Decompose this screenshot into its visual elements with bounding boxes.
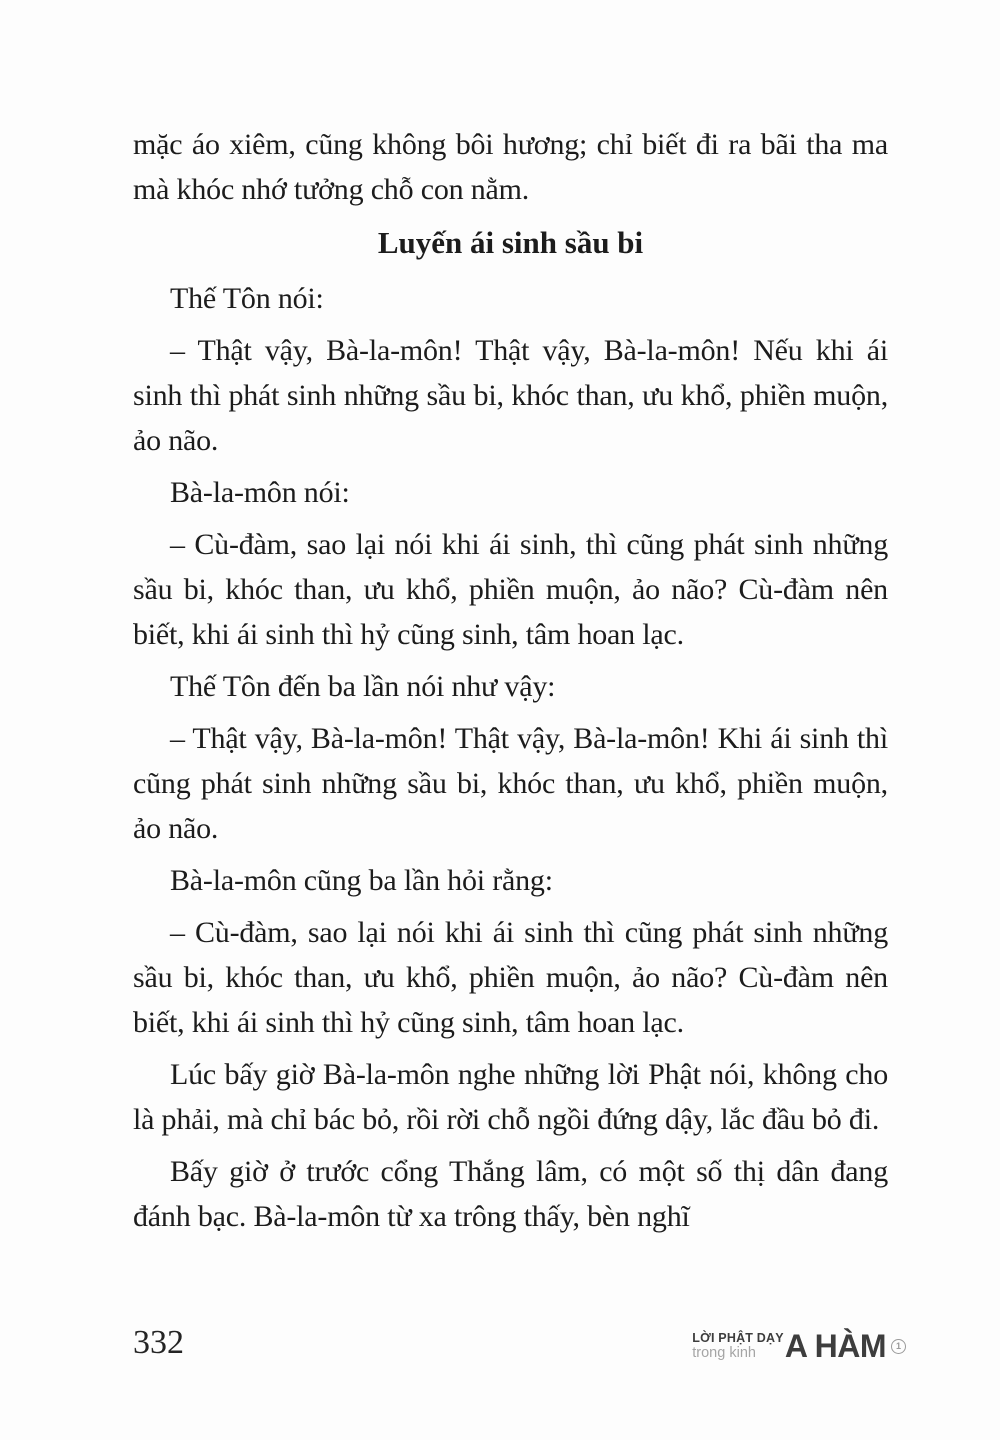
body-paragraph: – Cù-đàm, sao lại nói khi ái sinh, thì cũng phát sinh những sầu bi, khóc than, ưu khổ, phiền muộn, ảo não? Cù-đàm nên biết, khi ái sinh thì hỷ cũng sinh, tâm hoan lạc. bbox=[133, 528, 888, 651]
body-paragraph: – Thật vậy, Bà-la-môn! Thật vậy, Bà-la-môn! Nếu khi ái sinh thì phát sinh những sầu bi, khóc than, ưu khổ, phiền muộn, ảo não. bbox=[133, 334, 888, 457]
logo-tagline-stack bbox=[692, 1332, 784, 1360]
body-paragraph: Lúc bấy giờ Bà-la-môn nghe những lời Phật nói, không cho là phải, mà chỉ bác bỏ, rồi rời chỗ ngồi đứng dậy, lắc đầu bỏ đi. bbox=[133, 1058, 888, 1136]
body-paragraph: Thế Tôn đến ba lần nói như vậy: bbox=[170, 670, 556, 703]
body-paragraph: Bà-la-môn nói: bbox=[170, 476, 350, 509]
continuation-paragraph: mặc áo xiêm, cũng không bôi hương; chỉ biết đi ra bãi tha ma mà khóc nhớ tưởng chỗ con nằm. bbox=[133, 128, 888, 206]
body-paragraph: Thế Tôn nói: bbox=[170, 282, 324, 315]
body-paragraph: – Cù-đàm, sao lại nói khi ái sinh thì cũng phát sinh những sầu bi, khóc than, ưu khổ, phiền muộn, ảo não? Cù-đàm nên biết, khi ái sinh thì hỷ cũng sinh, tâm hoan lạc. bbox=[133, 916, 888, 1039]
page-text-block bbox=[133, 122, 888, 1246]
logo-series-title: A HÀM bbox=[784, 1328, 886, 1364]
body-paragraph: – Thật vậy, Bà-la-môn! Thật vậy, Bà-la-môn! Khi ái sinh thì cũng phát sinh những sầu bi, khóc than, ưu khổ, phiền muộn, ảo não. bbox=[133, 722, 888, 845]
logo-tagline-bottom: trong kinh bbox=[692, 1344, 756, 1361]
publisher-logo bbox=[692, 1330, 906, 1362]
page-footer bbox=[133, 1322, 901, 1374]
section-heading: Luyến ái sinh sầu bi bbox=[377, 225, 644, 260]
body-paragraph: Bà-la-môn cũng ba lần hỏi rằng: bbox=[170, 864, 553, 897]
page-number: 332 bbox=[133, 1324, 184, 1361]
logo-tagline-top: LỜI PHẬT DẠY bbox=[692, 1331, 784, 1345]
volume-number-badge: 1 bbox=[891, 1339, 906, 1354]
body-paragraph: Bấy giờ ở trước cổng Thắng lâm, có một số thị dân đang đánh bạc. Bà-la-môn từ xa trông thấy, bèn nghĩ bbox=[133, 1155, 888, 1233]
